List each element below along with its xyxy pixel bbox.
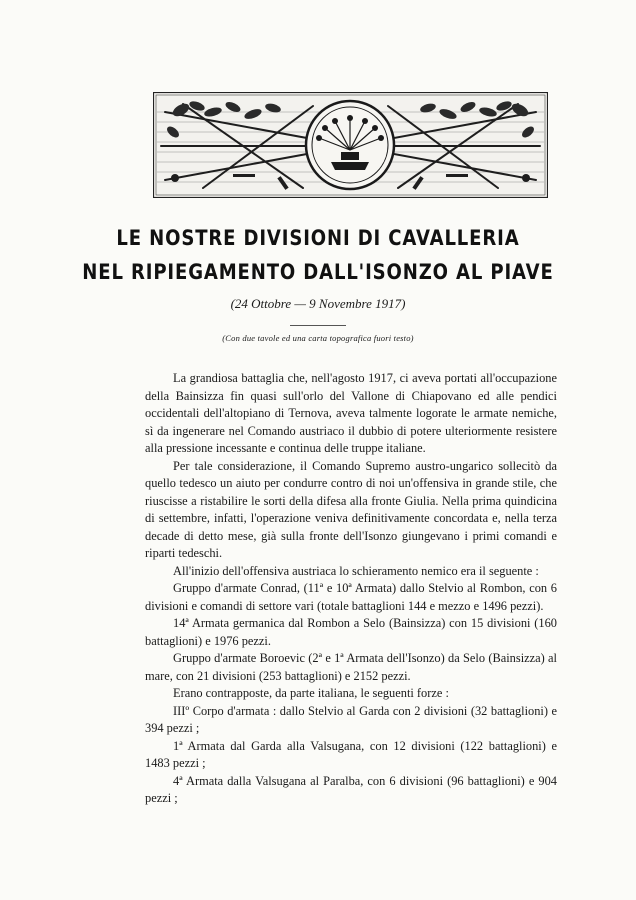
body-text bbox=[145, 370, 557, 808]
paragraph: 4ª Armata dalla Valsugana al Paralba, con 6 divisioni (96 battaglioni) e 904 pezzi ; bbox=[145, 773, 557, 805]
title-line-2: NEL RIPIEGAMENTO DALL'ISONZO AL PIAVE bbox=[82, 260, 554, 284]
paragraph: Per tale considerazione, il Comando Supremo austro-ungarico sollecitò da quello tedesco un aiuto per condurre contro di noi un'offensiva in grande stile, che riuscisse a ristabilire le sorti della difesa alla fronte Giulia. Nella prima quindicina di settembre, infatti, l'operazione veniva definitivamente concordata e, nella terza decade di detto mese, già sulla fronte dell'Isonzo giungevano i primi comandi e riparti tedeschi. bbox=[145, 458, 557, 560]
paragraph: La grandiosa battaglia che, nell'agosto 1917, ci aveva portati all'occupazione della Bainsizza fin quasi sull'orlo del Vallone di Chiapovano ed alle pendici occidentali dell'altopiano di Ternova, aveva talmente logorate le armate nemiche, sì da ingenerare nel Comando austriaco il dubbio di potere ulteriormente resistere alla pressione incessante e continua delle truppe italiane. bbox=[145, 371, 557, 455]
paragraph: Gruppo d'armate Boroevic (2ª e 1ª Armata dell'Isonzo) da Selo (Bainsizza) al mare, con 21 divisioni (253 battaglioni) e 2152 pezzi. bbox=[145, 651, 557, 683]
crossed-weapons-medallion-headpiece bbox=[153, 92, 548, 198]
editorial-note: (Con due tavole ed una carta topografica fuori testo) bbox=[222, 333, 414, 343]
divider bbox=[290, 325, 346, 326]
date-range: (24 Ottobre — 9 Novembre 1917) bbox=[230, 296, 406, 311]
paragraph: 14ª Armata germanica dal Rombon a Selo (Bainsizza) con 15 divisioni (160 battaglioni) e 1976 pezzi. bbox=[145, 616, 557, 648]
paragraph: IIIº Corpo d'armata : dallo Stelvio al Garda con 2 divisioni (32 battaglioni) e 394 pezzi ; bbox=[145, 703, 557, 735]
paragraph: 1ª Armata dal Garda alla Valsugana, con 12 divisioni (122 battaglioni) e 1483 pezzi ; bbox=[145, 738, 557, 770]
title-line-1: LE NOSTRE DIVISIONI DI CAVALLERIA bbox=[116, 226, 520, 250]
paragraph: Erano contrapposte, da parte italiana, le seguenti forze : bbox=[173, 686, 449, 700]
paragraph: Gruppo d'armate Conrad, (11ª e 10ª Armata) dallo Stelvio al Rombon, con 6 divisioni e comandi di settore vari (totale battaglioni 144 e mezzo e 1496 pezzi). bbox=[145, 581, 557, 613]
ornament-engraving bbox=[153, 92, 548, 198]
paragraph: All'inizio dell'offensiva austriaca lo schieramento nemico era il seguente : bbox=[173, 563, 539, 578]
